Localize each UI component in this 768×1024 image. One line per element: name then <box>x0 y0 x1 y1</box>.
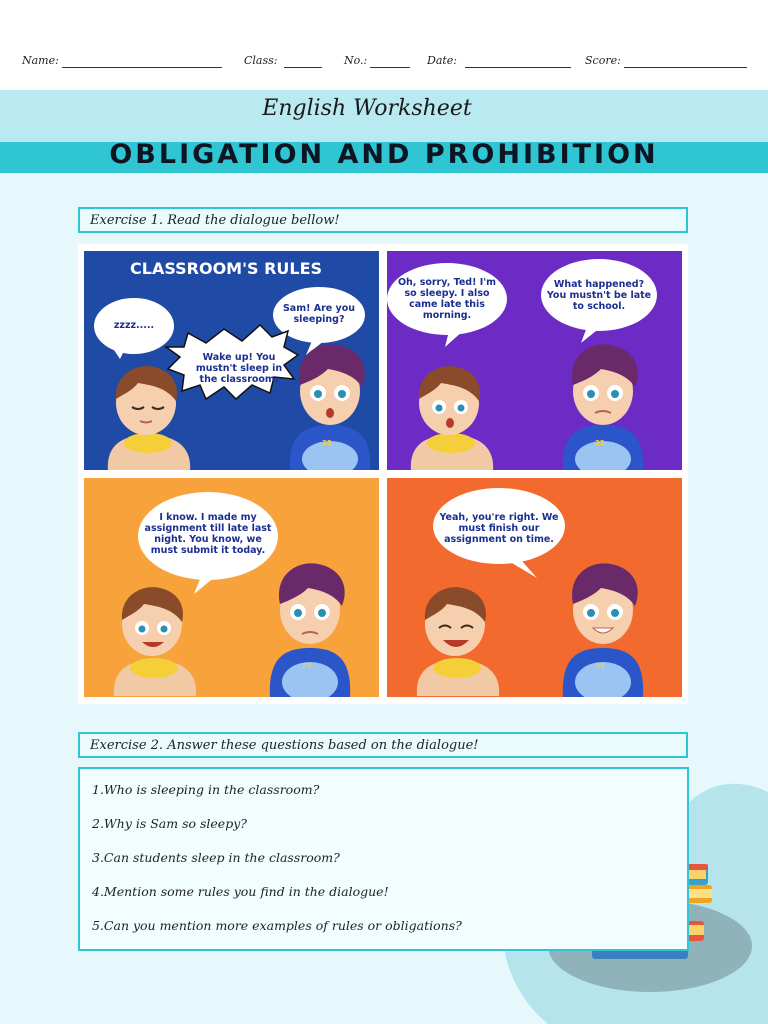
comic-panel-1 <box>84 251 379 470</box>
shirt-number: 23 <box>322 439 332 447</box>
exercise2-box <box>78 732 688 758</box>
exercise1-label: Exercise 1. Read the dialogue bellow! <box>90 213 340 228</box>
exercise1-box <box>78 207 688 233</box>
shirt-number: 23 <box>302 662 312 670</box>
score-label: Score: <box>585 54 621 67</box>
ted-character <box>284 341 374 470</box>
panel-title: CLASSROOM'S RULES <box>130 259 323 278</box>
comic-strip <box>78 244 688 704</box>
sam-character <box>407 576 507 696</box>
ted-character <box>557 341 647 470</box>
bubble-i-know: I know. I made my assignment till late last night. You know, we must submit it today. <box>144 512 272 556</box>
class-label: Class: <box>244 54 278 67</box>
bubble-sam-sleeping: Sam! Are you sleeping? <box>282 303 356 325</box>
score-field[interactable] <box>624 67 747 68</box>
question-2: 2.Why is Sam so sleepy? <box>92 816 247 831</box>
bubble-wake-up: Wake up! You mustn't sleep in the classroom. <box>195 352 283 385</box>
bubble-what-happened: What happened? You mustn't be late to school. <box>546 279 652 312</box>
comic-panel-4 <box>387 478 682 697</box>
worksheet-subtitle: English Worksheet <box>262 96 472 121</box>
sam-character <box>104 576 204 696</box>
name-field[interactable] <box>62 67 222 68</box>
sam-character <box>401 361 501 470</box>
no-field[interactable] <box>370 67 410 68</box>
shirt-number: 23 <box>595 439 605 447</box>
worksheet-title: OBLIGATION AND PROHIBITION <box>109 139 659 170</box>
question-3: 3.Can students sleep in the classroom? <box>92 850 340 865</box>
date-field[interactable] <box>465 67 571 68</box>
ted-character <box>264 548 354 697</box>
bubble-zzz: zzzz..... <box>113 320 155 331</box>
date-label: Date: <box>427 54 458 67</box>
no-label: No.: <box>344 54 368 67</box>
question-5: 5.Can you mention more examples of rules or obligations? <box>92 918 462 933</box>
header-area <box>0 0 768 90</box>
ted-character <box>557 548 647 697</box>
class-field[interactable] <box>284 67 322 68</box>
question-1: 1.Who is sleeping in the classroom? <box>92 782 320 797</box>
bubble-oh-sorry: Oh, sorry, Ted! I'm so sleepy. I also came late this morning. <box>397 277 497 321</box>
question-4: 4.Mention some rules you find in the dialogue! <box>92 884 389 899</box>
questions-box <box>78 767 689 951</box>
comic-panel-3 <box>84 478 379 697</box>
shirt-number: 23 <box>595 662 605 670</box>
sam-character <box>98 361 198 470</box>
comic-panel-2 <box>387 251 682 470</box>
bubble-you-are-right: Yeah, you're right. We must finish our assignment on time. <box>439 512 559 545</box>
exercise2-label: Exercise 2. Answer these questions based on the dialogue! <box>90 738 479 753</box>
name-label: Name: <box>22 54 59 67</box>
